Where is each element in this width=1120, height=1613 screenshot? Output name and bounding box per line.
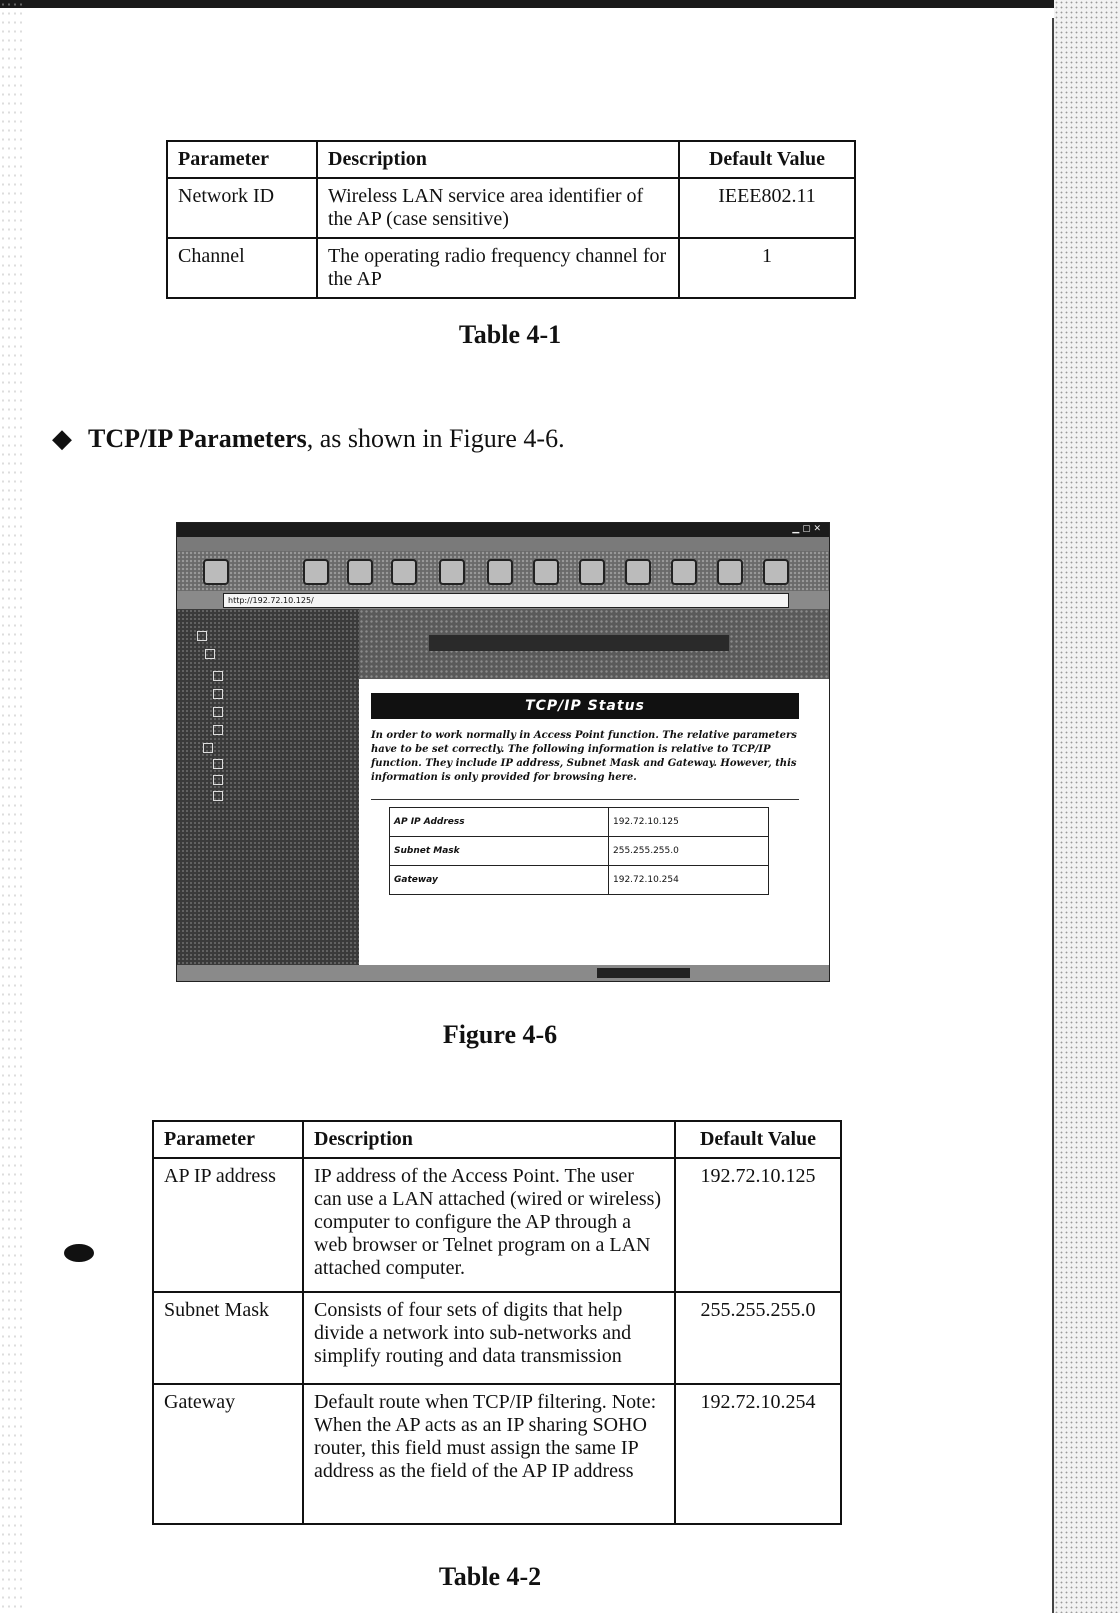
- table-row: [167, 178, 855, 238]
- status-value: 192.72.10.125: [609, 808, 769, 837]
- stop-icon: [347, 559, 373, 585]
- page-edge: [1052, 18, 1054, 1613]
- table-row: [390, 808, 769, 837]
- table-row: [153, 1292, 841, 1384]
- browser-status-bar: [177, 965, 829, 981]
- address-field: http://192.72.10.125/: [223, 593, 789, 608]
- cell-parameter: Channel: [167, 238, 317, 298]
- cell-default-value: 192.72.10.125: [675, 1158, 841, 1292]
- bullet-bold-text: TCP/IP Parameters: [88, 424, 307, 453]
- status-value: 255.255.255.0: [609, 837, 769, 866]
- table-4-2: [152, 1120, 842, 1525]
- cell-default-value: 255.255.255.0: [675, 1292, 841, 1384]
- cell-description: Wireless LAN service area identifier of the AP (case sensitive): [317, 178, 679, 238]
- table-4-1: [166, 140, 856, 299]
- table-row: [390, 866, 769, 895]
- bullet-rest-text: , as shown in Figure 4-6.: [306, 424, 565, 453]
- tcpip-status-table: [389, 807, 769, 895]
- table-4-2-caption: Table 4-2: [438, 1562, 542, 1591]
- cell-parameter: Gateway: [153, 1384, 303, 1524]
- discuss-icon: [763, 559, 789, 585]
- figure-4-6-caption: Figure 4-6: [442, 1020, 558, 1049]
- sidebar-item: [213, 689, 223, 699]
- sidebar-item: [213, 725, 223, 735]
- cell-description: The operating radio frequency channel for the AP: [317, 238, 679, 298]
- sidebar-item: [213, 671, 223, 681]
- history-icon: [579, 559, 605, 585]
- search-icon: [487, 559, 513, 585]
- back-icon: [203, 559, 229, 585]
- sidebar-item: [213, 707, 223, 717]
- table-row: [390, 837, 769, 866]
- sidebar-item: [197, 631, 207, 641]
- cell-default-value: 192.72.10.254: [675, 1384, 841, 1524]
- browser-banner: [359, 609, 829, 679]
- diamond-bullet-icon: ◆: [52, 424, 72, 453]
- header-description: Description: [303, 1121, 675, 1158]
- cell-description: Consists of four sets of digits that help divide a network into sub-networks and simplify routing and data transmission: [303, 1292, 675, 1384]
- table-header-row: [153, 1121, 841, 1158]
- browser-address-bar: [177, 591, 829, 609]
- home-icon: [439, 559, 465, 585]
- mail-icon: [625, 559, 651, 585]
- cell-default-value: IEEE802.11: [679, 178, 855, 238]
- sidebar-item: [205, 649, 215, 659]
- scan-left-noise: [0, 0, 22, 1613]
- table-4-1-caption: Table 4-1: [458, 320, 562, 349]
- sidebar-item: [213, 759, 223, 769]
- table-row: [167, 238, 855, 298]
- security-zone-indicator: [597, 968, 690, 978]
- browser-toolbar: [177, 551, 829, 591]
- sidebar-item: [213, 791, 223, 801]
- browser-title-bar: [177, 523, 829, 537]
- divider: [371, 799, 799, 800]
- header-default-value: Default Value: [679, 141, 855, 178]
- browser-sidebar-menu: [177, 609, 359, 965]
- scan-right-noise: [1054, 0, 1120, 1613]
- edit-icon: [717, 559, 743, 585]
- sidebar-item: [213, 775, 223, 785]
- header-parameter: Parameter: [153, 1121, 303, 1158]
- browser-menu-bar: [177, 537, 829, 551]
- cell-parameter: Subnet Mask: [153, 1292, 303, 1384]
- status-label: Gateway: [390, 866, 609, 895]
- cell-description: IP address of the Access Point. The user can use a LAN attached (wired or wireless) computer to configure the AP through a web browser or Telnet program on a LAN attached computer.: [303, 1158, 675, 1292]
- sidebar-item: [203, 743, 213, 753]
- tcpip-status-description: In order to work normally in Access Point function. The relative parameters have to be set correctly. The following information is relative to TCP/IP function. They include IP address, Subnet Mask and Gateway. However, this information is only provided for browsing here.: [371, 730, 797, 783]
- status-label: Subnet Mask: [390, 837, 609, 866]
- cell-parameter: AP IP address: [153, 1158, 303, 1292]
- banner-logo: [429, 635, 729, 651]
- tcpip-bullet-line: [52, 424, 565, 454]
- cell-description: Default route when TCP/IP filtering. Note: When the AP acts as an IP sharing SOHO router, this field must assign the same IP address as the field of the AP IP address: [303, 1384, 675, 1524]
- table-row: [153, 1384, 841, 1524]
- forward-icon: [303, 559, 329, 585]
- status-label: AP IP Address: [390, 808, 609, 837]
- tcpip-status-heading: TCP/IP Status: [371, 693, 799, 719]
- table-row: [153, 1158, 841, 1292]
- window-controls-icon: ▁ ▢ ✕: [792, 524, 821, 534]
- scan-top-edge: [0, 0, 1120, 8]
- cell-parameter: Network ID: [167, 178, 317, 238]
- scan-ink-blot: [64, 1244, 94, 1262]
- header-default-value: Default Value: [675, 1121, 841, 1158]
- table-header-row: [167, 141, 855, 178]
- browser-screenshot: [176, 522, 830, 982]
- browser-content: [359, 679, 829, 965]
- status-value: 192.72.10.254: [609, 866, 769, 895]
- header-description: Description: [317, 141, 679, 178]
- refresh-icon: [391, 559, 417, 585]
- cell-default-value: 1: [679, 238, 855, 298]
- favorites-icon: [533, 559, 559, 585]
- header-parameter: Parameter: [167, 141, 317, 178]
- print-icon: [671, 559, 697, 585]
